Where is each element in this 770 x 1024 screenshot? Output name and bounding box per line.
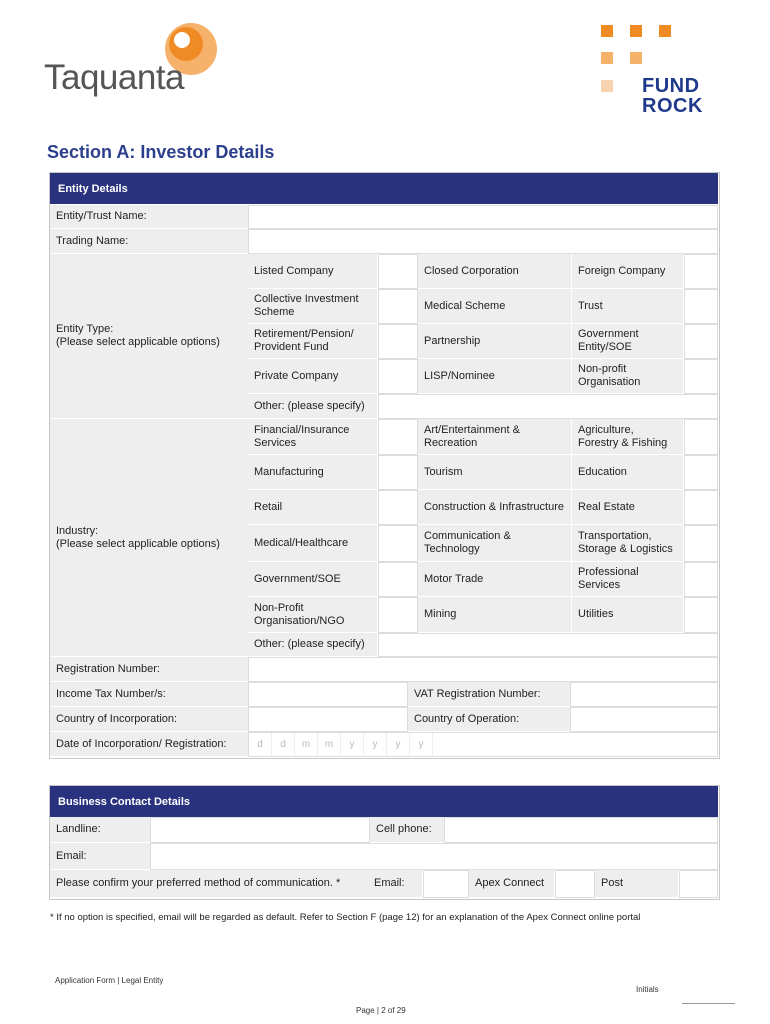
cell-phone-label: Cell phone:: [370, 817, 444, 843]
industry-option-label: Non-Profit Organisation/NGO: [248, 597, 378, 633]
industry-option-checkbox[interactable]: [378, 562, 418, 597]
industry-option-checkbox[interactable]: [378, 525, 418, 562]
country-operation-input[interactable]: [570, 707, 718, 732]
income-tax-label: Income Tax Number/s:: [50, 682, 248, 707]
date-digit-box[interactable]: y: [410, 733, 433, 756]
income-tax-input[interactable]: [248, 682, 408, 707]
entity-type-option-label: Collective Investment Scheme: [248, 289, 378, 324]
industry-other-input[interactable]: [378, 633, 718, 657]
method-post-label: Post: [595, 870, 679, 898]
vat-input[interactable]: [570, 682, 718, 707]
industry-option-checkbox[interactable]: [684, 490, 718, 525]
entity-type-option-checkbox[interactable]: [684, 359, 718, 394]
industry-option-label: Financial/Insurance Services: [248, 419, 378, 455]
entity-type-option-checkbox[interactable]: [684, 254, 718, 289]
entity-type-option-label: Retirement/Pension/ Provident Fund: [248, 324, 378, 359]
form-name: Application Form | Legal Entity: [55, 976, 164, 985]
entity-type-option-checkbox[interactable]: [378, 289, 418, 324]
entity-name-label: Entity/Trust Name:: [50, 205, 248, 229]
trading-name-label: Trading Name:: [50, 229, 248, 254]
entity-type-option-checkbox[interactable]: [684, 324, 718, 359]
industry-option-checkbox[interactable]: [378, 597, 418, 633]
entity-type-other-label: Other: (please specify): [248, 394, 378, 419]
initials-line: [682, 1003, 735, 1004]
industry-option-checkbox[interactable]: [684, 455, 718, 490]
industry-option-checkbox[interactable]: [684, 419, 718, 455]
country-incorporation-input[interactable]: [248, 707, 408, 732]
entity-type-option-label: Closed Corporation: [418, 254, 572, 289]
entity-type-option-checkbox[interactable]: [378, 359, 418, 394]
industry-option-checkbox[interactable]: [378, 419, 418, 455]
date-digit-box[interactable]: d: [272, 733, 295, 756]
country-incorporation-label: Country of Incorporation:: [50, 707, 248, 732]
industry-option-label: Manufacturing: [248, 455, 378, 490]
date-digit-box[interactable]: d: [249, 733, 272, 756]
date-digit-box[interactable]: y: [341, 733, 364, 756]
entity-name-input[interactable]: [248, 205, 718, 229]
entity-type-option-label: Listed Company: [248, 254, 378, 289]
industry-option-label: Communication & Technology: [418, 525, 572, 562]
method-apex-label: Apex Connect: [469, 870, 555, 898]
landline-label: Landline:: [50, 817, 150, 843]
communication-method-label: Please confirm your preferred method of communication. *: [50, 870, 368, 898]
industry-option-checkbox[interactable]: [684, 525, 718, 562]
industry-label: Industry: (Please select applicable options): [50, 419, 248, 657]
industry-option-label: Real Estate: [572, 490, 684, 525]
industry-option-label: Transportation, Storage & Logistics: [572, 525, 684, 562]
industry-option-label: Tourism: [418, 455, 572, 490]
industry-option-label: Medical/Healthcare: [248, 525, 378, 562]
taquanta-logo: Taquanta: [44, 58, 185, 97]
industry-option-checkbox[interactable]: [378, 455, 418, 490]
contact-details-heading: Business Contact Details: [50, 786, 718, 817]
industry-option-label: Education: [572, 455, 684, 490]
email-label: Email:: [50, 843, 150, 870]
entity-type-option-label: Private Company: [248, 359, 378, 394]
entity-type-option-checkbox[interactable]: [378, 254, 418, 289]
vat-label: VAT Registration Number:: [408, 682, 570, 707]
entity-type-option-label: Non-profit Organisation: [572, 359, 684, 394]
trading-name-input[interactable]: [248, 229, 718, 254]
method-email-label: Email:: [368, 870, 423, 898]
method-post-checkbox[interactable]: [679, 870, 718, 898]
method-email-checkbox[interactable]: [423, 870, 469, 898]
method-apex-checkbox[interactable]: [555, 870, 595, 898]
date-incorporation-label: Date of Incorporation/ Registration:: [50, 732, 248, 757]
industry-option-label: Motor Trade: [418, 562, 572, 597]
industry-option-checkbox[interactable]: [378, 490, 418, 525]
entity-type-option-label: LISP/Nominee: [418, 359, 572, 394]
industry-option-label: Utilities: [572, 597, 684, 633]
entity-type-option-checkbox[interactable]: [378, 324, 418, 359]
industry-option-label: Agriculture, Forestry & Fishing: [572, 419, 684, 455]
cell-phone-input[interactable]: [444, 817, 718, 843]
industry-option-checkbox[interactable]: [684, 597, 718, 633]
date-digit-box[interactable]: y: [364, 733, 387, 756]
entity-type-label: Entity Type: (Please select applicable options): [50, 254, 248, 419]
date-incorporation-input[interactable]: [248, 732, 718, 757]
industry-option-label: Professional Services: [572, 562, 684, 597]
page-number: Page | 2 of 29: [356, 1006, 406, 1015]
landline-input[interactable]: [150, 817, 370, 843]
date-digit-box[interactable]: y: [387, 733, 410, 756]
industry-other-label: Other: (please specify): [248, 633, 378, 657]
entity-type-option-label: Medical Scheme: [418, 289, 572, 324]
date-digit-box[interactable]: m: [318, 733, 341, 756]
initials-label: Initials: [636, 985, 659, 994]
industry-option-label: Art/Entertainment & Recreation: [418, 419, 572, 455]
section-title: Section A: Investor Details: [47, 142, 275, 162]
industry-option-label: Retail: [248, 490, 378, 525]
entity-type-other-input[interactable]: [378, 394, 718, 419]
industry-option-label: Mining: [418, 597, 572, 633]
industry-option-label: Government/SOE: [248, 562, 378, 597]
fundrock-logo: FUND ROCK: [642, 75, 703, 117]
industry-option-checkbox[interactable]: [684, 562, 718, 597]
entity-type-option-label: Foreign Company: [572, 254, 684, 289]
entity-type-option-label: Government Entity/SOE: [572, 324, 684, 359]
entity-type-option-checkbox[interactable]: [684, 289, 718, 324]
registration-number-input[interactable]: [248, 657, 718, 682]
entity-type-option-label: Trust: [572, 289, 684, 324]
entity-type-option-label: Partnership: [418, 324, 572, 359]
email-input[interactable]: [150, 843, 718, 870]
date-digit-box[interactable]: m: [295, 733, 318, 756]
registration-number-label: Registration Number:: [50, 657, 248, 682]
country-operation-label: Country of Operation:: [408, 707, 570, 732]
default-note: * If no option is specified, email will be regarded as default. Refer to Section F (page 12) for an explanation of the Apex Connect online portal: [50, 912, 641, 923]
industry-option-label: Construction & Infrastructure: [418, 490, 572, 525]
entity-details-heading: Entity Details: [50, 173, 718, 204]
